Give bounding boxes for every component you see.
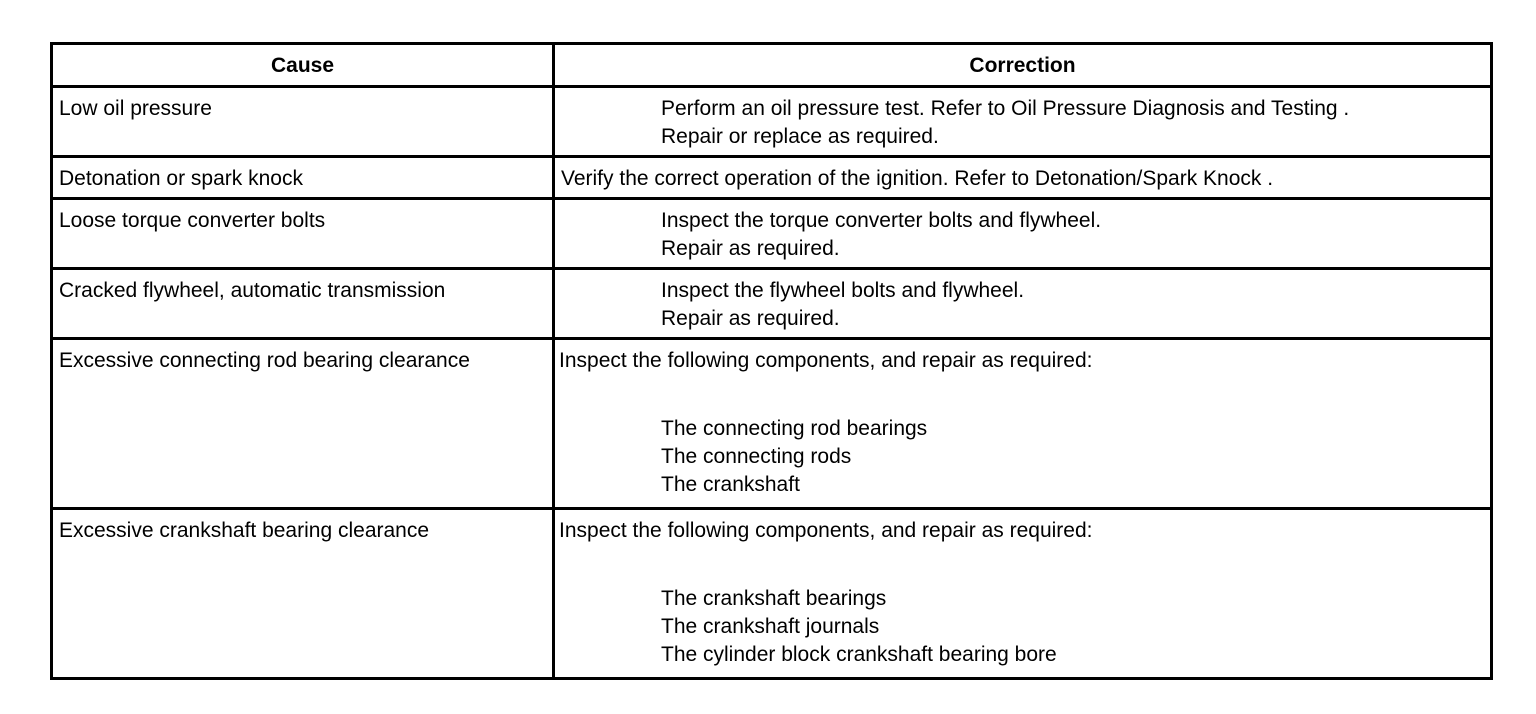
cause-cell: Detonation or spark knock [52,157,554,199]
component-list [559,415,1486,499]
cause-cell: Loose torque converter bolts [52,199,554,269]
correction-line: Inspect the torque converter bolts and flywheel. [661,209,1102,232]
component-item: The connecting rods [661,445,852,468]
correction-steps [559,95,1486,151]
correction-cell [554,199,1492,269]
correction-text: Verify the correct operation of the ignition. Refer to Detonation/Spark Knock . [561,167,1274,190]
correction-lead: Inspect the following components, and repair as required: [559,349,1093,372]
cause-cell: Excessive connecting rod bearing clearance [52,339,554,509]
correction-line: Perform an oil pressure test. Refer to Oil Pressure Diagnosis and Testing . [661,97,1350,120]
table-header-row [52,44,1492,87]
correction-steps [559,207,1486,263]
correction-cell [554,157,1492,199]
correction-line: Repair as required. [661,237,840,260]
table-row [52,509,1492,679]
component-list [559,585,1486,669]
cause-cell: Excessive crankshaft bearing clearance [52,509,554,679]
correction-line: Repair as required. [661,307,840,330]
table-row [52,339,1492,509]
correction-steps [559,277,1486,333]
component-item: The connecting rod bearings [661,417,928,440]
cause-column-header: Cause [52,44,554,87]
correction-line: Repair or replace as required. [661,125,939,148]
table-row [52,157,1492,199]
correction-lead: Inspect the following components, and repair as required: [559,519,1093,542]
correction-cell [554,87,1492,157]
table-row [52,199,1492,269]
cause-cell: Cracked flywheel, automatic transmission [52,269,554,339]
diagnosis-table [50,42,1493,680]
correction-line: Inspect the flywheel bolts and flywheel. [661,279,1025,302]
component-item: The cylinder block crankshaft bearing bore [661,643,1057,666]
component-item: The crankshaft journals [661,615,880,638]
table-row [52,87,1492,157]
cause-cell: Low oil pressure [52,87,554,157]
table-row [52,269,1492,339]
component-item: The crankshaft bearings [661,587,887,610]
correction-cell [554,269,1492,339]
component-item: The crankshaft [661,473,800,496]
correction-cell [554,339,1492,509]
correction-cell [554,509,1492,679]
correction-column-header: Correction [554,44,1492,87]
